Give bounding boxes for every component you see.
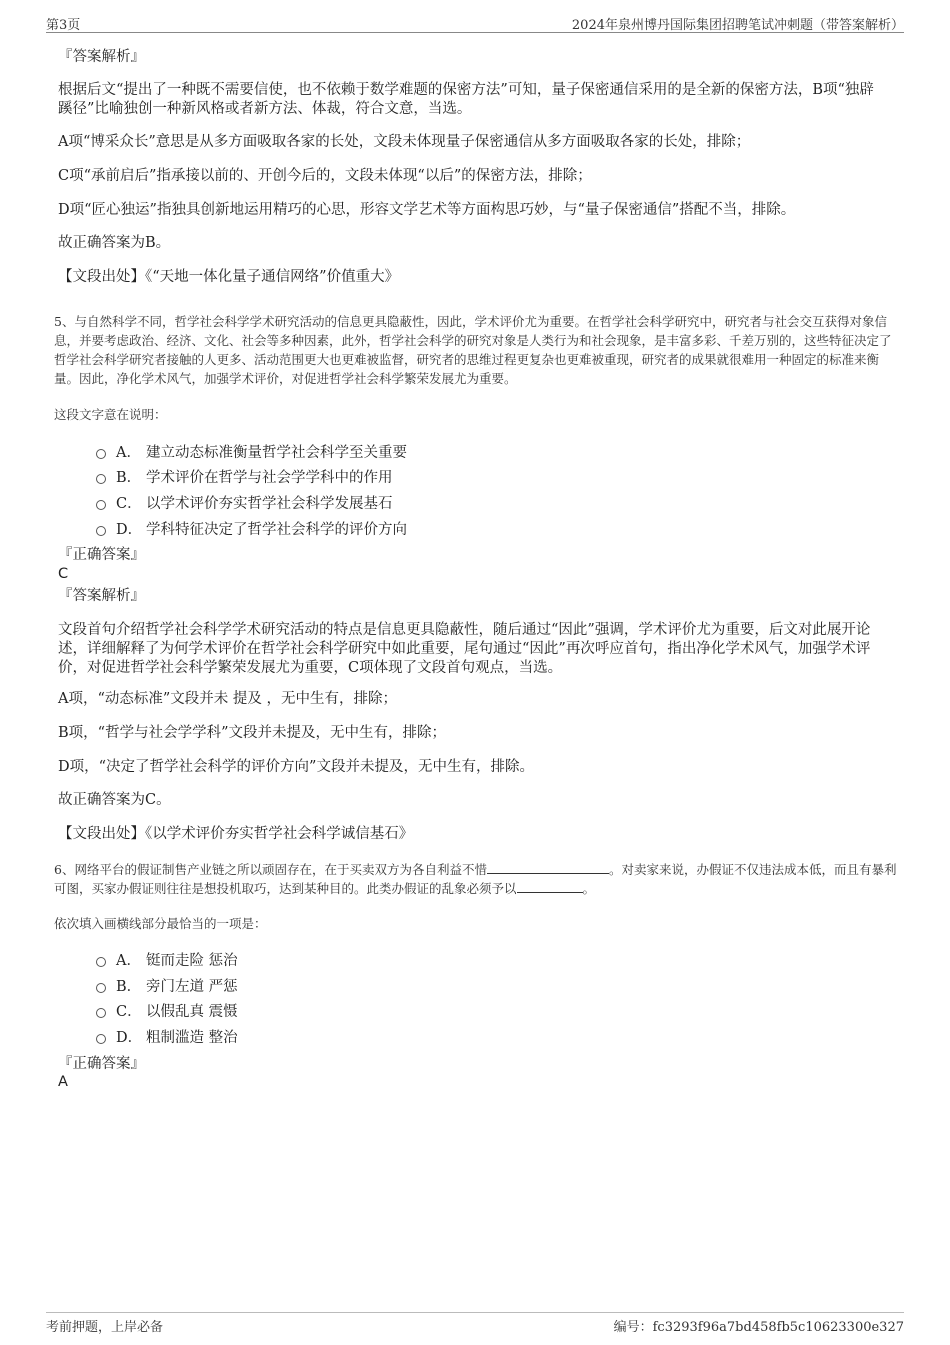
radio-icon[interactable] (96, 474, 106, 484)
radio-icon[interactable] (96, 957, 106, 967)
q5-answer: C (58, 566, 69, 582)
q4-analysis-paragraph: D项“匠心独运”指独具创新地运用精巧的心思，形容文学艺术等方面构思巧妙，与“量子保密通信”搭配不当，排除。 (58, 202, 796, 218)
q4-analysis-label: 『答案解析』 (58, 49, 145, 65)
option-key: B． (116, 978, 142, 995)
option-key: D． (116, 1029, 143, 1046)
radio-icon[interactable] (96, 526, 106, 536)
q6-answer: A (58, 1074, 68, 1090)
q6-question: 依次填入画横线部分最恰当的一项是： (54, 916, 267, 931)
q4-analysis-paragraph: A项“博采众长”意思是从多方面吸取各家的长处，文段未体现量子保密通信从多方面吸取各家的长处，排除； (58, 134, 751, 150)
radio-icon[interactable] (96, 1034, 106, 1044)
fill-blank-line (517, 880, 583, 893)
radio-icon[interactable] (96, 983, 106, 993)
radio-icon[interactable] (96, 449, 106, 459)
q5-analysis-paragraph: D项，“决定了哲学社会科学的评价方向”文段并未提及，无中生有，排除。 (58, 759, 534, 775)
page-number: 第3页 (46, 18, 81, 33)
q5-analysis-label: 『答案解析』 (58, 588, 145, 604)
option-text: 建立动态标准衡量哲学社会科学至关重要 (146, 444, 407, 461)
q6-option-a[interactable] (96, 949, 238, 969)
q6-option-b[interactable] (96, 975, 238, 995)
q6-stem-part: 。 (582, 881, 596, 896)
option-text: 旁门左道 严惩 (146, 978, 238, 995)
q4-source: 【文段出处】《“天地一体化量子通信网络”价值重大》 (58, 269, 400, 285)
q5-stem: 5、与自然科学不同，哲学社会科学学术研究活动的信息更具隐蔽性，因此，学术评价尤为重要。在哲学社会科学研究中，研究者与社会交互获得对象信息，并要考虑政治、经济、文化、社会等多种因素，此外，哲学社会科学的研究对象是人类行为和社会现象，是丰富多彩、千差万别的，这些特征决定了哲学社会科学研究者接触的人更多、活动范围更大也更难被监督，研究者的思维过程更复杂也更难被重现，研究者的成果就很难用一种固定的标准来衡量。因此，净化学术风气，加强学术评价，对促进哲学社会科学繁荣发展尤为重要。 (54, 314, 892, 386)
q5-source: 【文段出处】《以学术评价夯实哲学社会科学诚信基石》 (58, 826, 414, 842)
q6-stem-part: 。对卖家来说，办假证不仅违法成本低，而且有暴利可图，买家办假证则往往是想投机取巧，达到某种目的。此类办假证的乱象必须予以 (54, 862, 897, 896)
option-key: A． (116, 444, 141, 461)
q6-stem-part: 6、网络平台的假证制售产业链之所以顽固存在，在于买卖双方为各自利益不惜 (54, 862, 487, 877)
q5-analysis-paragraph: A项，“动态标准”文段并未 提及 ，无中生有，排除； (58, 691, 398, 707)
option-text: 以学术评价夯实哲学社会科学发展基石 (146, 495, 393, 512)
radio-icon[interactable] (96, 1008, 106, 1018)
q6-answer-label: 『正确答案』 (58, 1056, 145, 1072)
document-title: 2024年泉州博丹国际集团招聘笔试冲刺题（带答案解析） (571, 18, 904, 33)
q5-option-b[interactable] (96, 466, 393, 486)
footer-slogan: 考前押题，上岸必备 (46, 1320, 164, 1335)
q5-answer-label: 『正确答案』 (58, 547, 145, 563)
q6-stem (54, 860, 899, 898)
q4-analysis-paragraph: C项“承前启后”指承接以前的、开创今后的，文段未体现“以后”的保密方法，排除； (58, 168, 592, 184)
q6-option-d[interactable] (96, 1026, 238, 1046)
radio-icon[interactable] (96, 500, 106, 510)
fill-blank-line (487, 861, 609, 874)
option-key: C． (116, 1003, 142, 1020)
q4-conclusion: 故正确答案为B。 (58, 235, 171, 251)
option-key: D． (116, 521, 143, 538)
q5-conclusion: 故正确答案为C。 (58, 792, 171, 808)
document-id: 编号：fc3293f96a7bd458fb5c10623300e327 (613, 1320, 904, 1335)
q5-analysis-paragraph: 文段首句介绍哲学社会科学学术研究活动的特点是信息更具隐蔽性，随后通过“因此”强调，学术评价尤为重要，后文对此展开论述，详细解释了为何学术评价在哲学社会科学研究中如此重要，尾句通过“因此”再次呼应首句，指出净化学术风气，加强学术评价，对促进哲学社会科学繁荣发展尤为重要，C项体现了文段首句观点，当选。 (58, 622, 871, 676)
q5-analysis-paragraph: B项，“哲学与社会学学科”文段并未提及，无中生有，排除； (58, 725, 446, 741)
option-text: 粗制滥造 整治 (146, 1029, 238, 1046)
option-text: 学术评价在哲学与社会学学科中的作用 (146, 469, 393, 486)
q5-option-d[interactable] (96, 518, 407, 538)
option-text: 以假乱真 震慑 (146, 1003, 238, 1020)
q5-option-c[interactable] (96, 492, 393, 512)
option-text: 铤而走险 惩治 (146, 952, 238, 969)
q4-analysis-paragraph: 根据后文“提出了一种既不需要信使，也不依赖于数学难题的保密方法”可知，量子保密通信采用的是全新的保密方法，B项“独辟蹊径”比喻独创一种新风格或者新方法、体裁，符合文意，当选。 (58, 82, 874, 117)
q6-option-c[interactable] (96, 1000, 238, 1020)
page-header (46, 12, 904, 33)
option-key: A． (116, 952, 141, 969)
page-footer (46, 1312, 904, 1335)
option-key: B． (116, 469, 142, 486)
option-key: C． (116, 495, 142, 512)
q5-option-a[interactable] (96, 441, 407, 461)
q5-question: 这段文字意在说明： (54, 407, 167, 422)
option-text: 学科特征决定了哲学社会科学的评价方向 (146, 521, 407, 538)
